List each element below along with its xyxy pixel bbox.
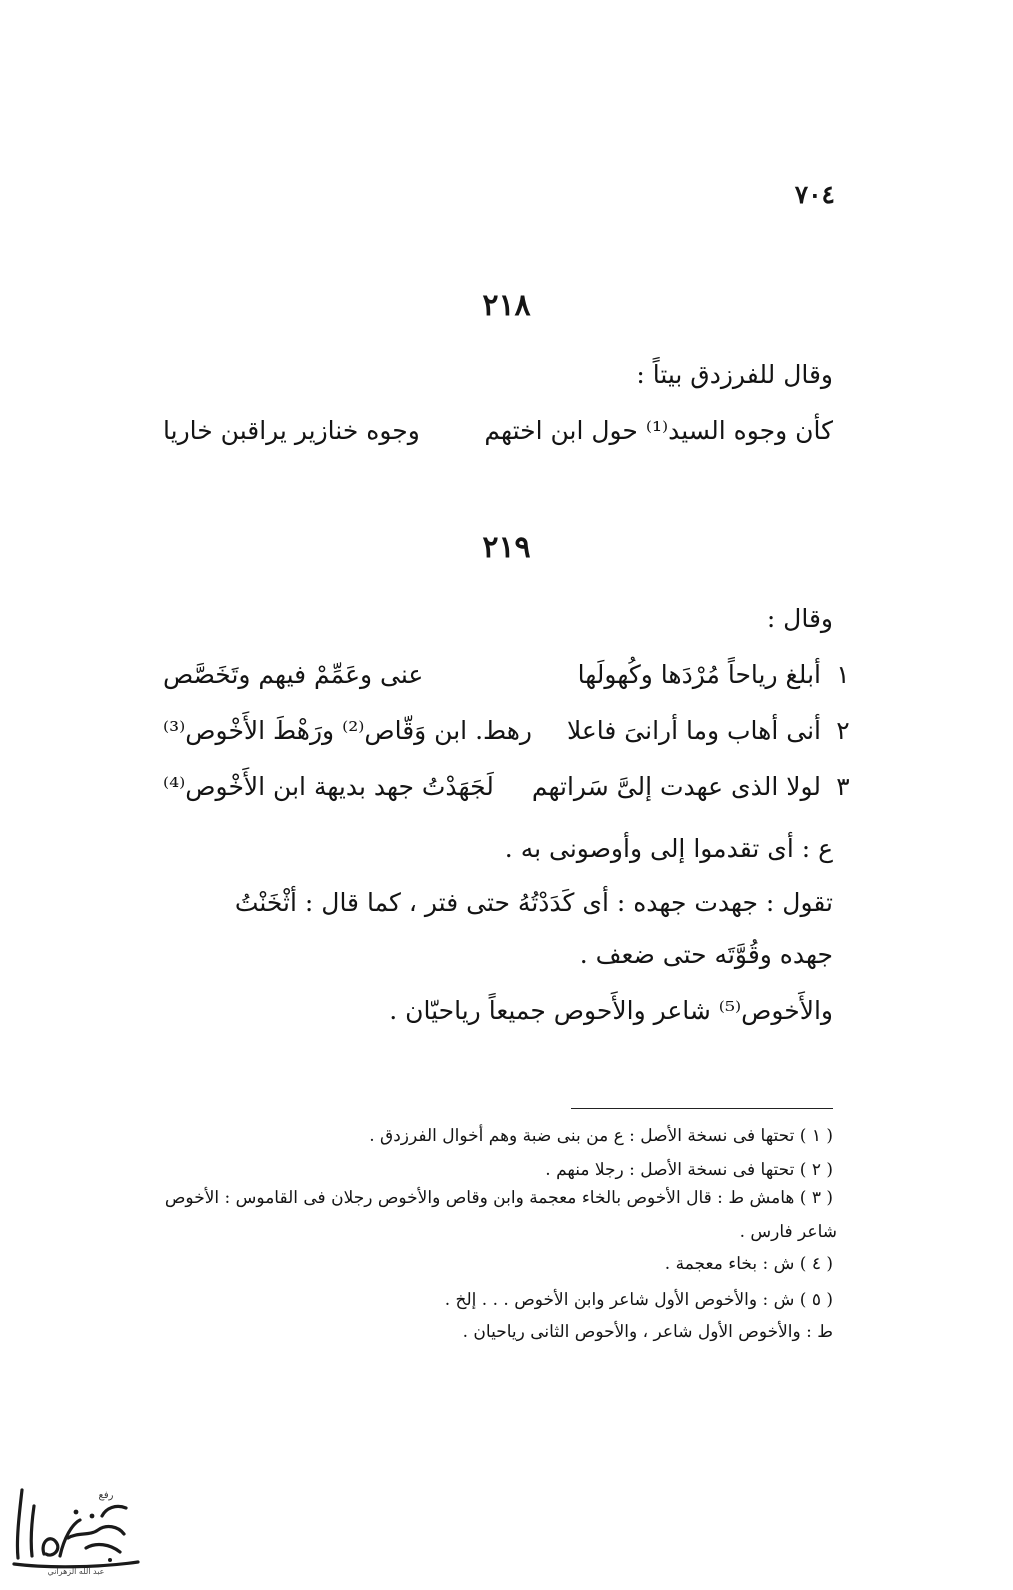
verse-hemistich-first: أبلغ رياحاً مُرْدَها وكُهولَها bbox=[577, 660, 821, 689]
footnote: ( ١ ) تحتها فى نسخة الأصل : ع من بنى ضبة وهم أخوال الفرزدق . bbox=[369, 1126, 833, 1146]
footnote: ط : والأخوص الأول شاعر ، والأحوص الثانى رياحيان . bbox=[462, 1322, 833, 1342]
logo-caption: عبد الله الزهراني bbox=[47, 1567, 105, 1576]
page-number: ٧٠٤ bbox=[794, 180, 835, 209]
verse-hemistich-second: لَجَهَدْتُ جهد بديهة ابن الأَخْوص⁽⁴⁾ bbox=[163, 772, 494, 801]
verse-row bbox=[163, 660, 853, 700]
verse-hemistich-first: أنى أهاب وما أرانىَ فاعلا bbox=[566, 716, 821, 745]
section-219-intro: وقال : bbox=[766, 604, 833, 633]
footnote: ( ٥ ) ش : والأخوص الأول شاعر وابن الأخوص . . . إلخ . bbox=[444, 1290, 833, 1310]
footnote: ( ٤ ) ش : بخاء معجمة . bbox=[664, 1254, 833, 1274]
section-number-219: ٢١٩ bbox=[482, 530, 531, 565]
footnote: ( ٢ ) تحتها فى نسخة الأصل : رجلا منهم . bbox=[545, 1160, 833, 1180]
section-218-intro: وقال للفرزدق بيتاً : bbox=[636, 360, 833, 389]
verse-hemistich-second: عنى وعَمِّمْ فيهم وتَخَصَّص bbox=[163, 660, 424, 689]
commentary-line: ع : أى تقدموا إلى وأوصونى به . bbox=[504, 834, 833, 863]
verse-row bbox=[163, 716, 853, 756]
footnote: ( ٣ ) هامش ط : قال الأخوص بالخاء معجمة وابن وقاص والأخوص رجلان فى القاموس : الأخوص bbox=[164, 1188, 833, 1208]
verse-hemistich-second: وجوه خنازير يراقبن خاريا bbox=[163, 416, 420, 445]
section-218-verse bbox=[163, 416, 833, 456]
verse-row bbox=[163, 772, 853, 812]
commentary-line: جهده وقُوَّتَه حتى ضعف . bbox=[579, 940, 833, 969]
verse-hemistich-second: رهط. ابن وَقّاص⁽²⁾ ورَهْطَ الأَخْوص⁽³⁾ bbox=[163, 716, 533, 745]
commentary-line: والأَخوص⁽⁵⁾ شاعر والأَحوص جميعاً رياحيّان . bbox=[389, 996, 833, 1025]
logo-small-mark: رفع bbox=[98, 1490, 114, 1501]
verse-hemistich-first: كأن وجوه السيد⁽¹⁾ حول ابن اختهم bbox=[484, 416, 833, 445]
commentary-line: تقول : جهدت جهده : أى كَدَدْتُهُ حتى فتر ، كما قال : أثْخَنْتُ bbox=[234, 888, 833, 917]
calligraphy-logo bbox=[6, 1468, 146, 1576]
verse-number: ٣ bbox=[836, 772, 850, 801]
footnote-divider bbox=[571, 1108, 833, 1109]
verse-number: ٢ bbox=[836, 716, 850, 745]
section-number-218: ٢١٨ bbox=[482, 288, 531, 323]
verse-number: ١ bbox=[836, 660, 850, 689]
footnote-continuation: شاعر فارس . bbox=[739, 1222, 837, 1242]
verse-hemistich-first: لولا الذى عهدت إلىَّ سَراتهم bbox=[531, 772, 821, 801]
